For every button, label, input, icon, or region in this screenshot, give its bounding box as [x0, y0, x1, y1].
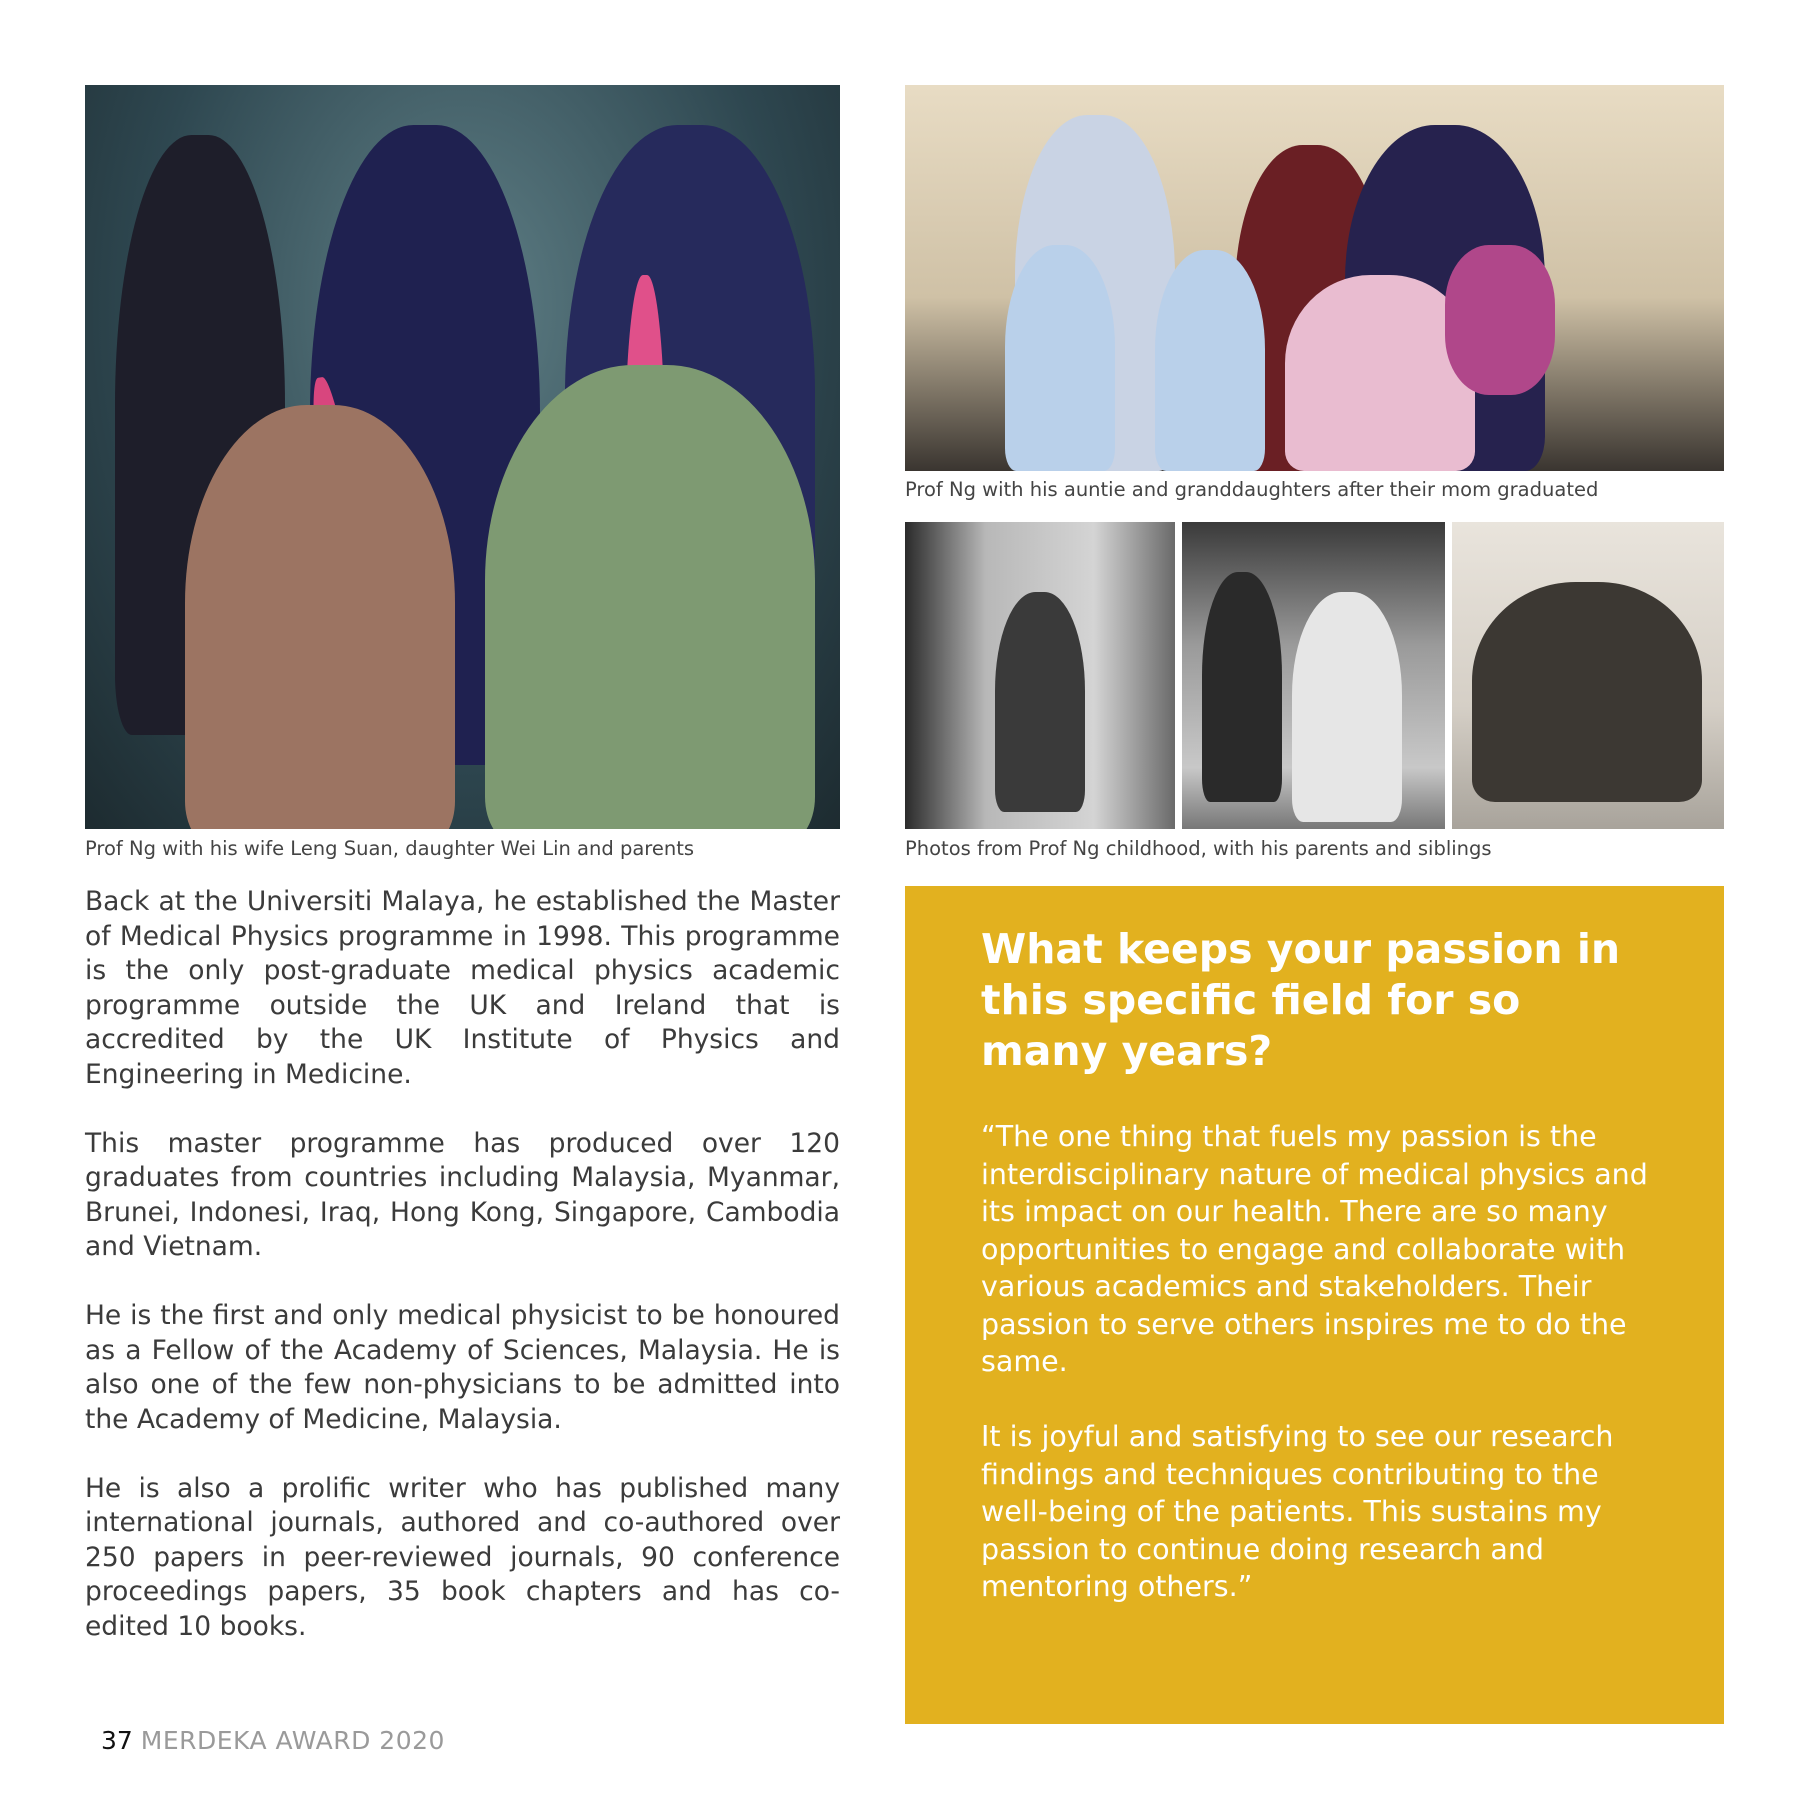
page-footer: [101, 1726, 445, 1755]
childhood-photos-caption: Photos from Prof Ng childhood, with his parents and siblings: [905, 837, 1492, 860]
top-right-photo-caption: Prof Ng with his auntie and granddaughters after their mom graduated: [905, 478, 1599, 501]
quote-heading: What keeps your passion in this specific field for so many years?: [981, 925, 1621, 1075]
graduation-family-photo: [905, 85, 1724, 471]
quote-body: [981, 1118, 1661, 1643]
quote-paragraph: It is joyful and satisfying to see our research findings and techniques contributing to the well-being of the patients. This sustains my passion to continue doing research and mentoring others.”: [981, 1420, 1614, 1603]
publication-name: MERDEKA AWARD 2020: [140, 1726, 445, 1755]
article-paragraph: Back at the Universiti Malaya, he established the Master of Medical Physics programme in 1998. This programme is the only post-graduate medical physics academic programme outside the UK and Ireland that is accredited by the UK Institute of Physics and Engineering in Medicine.: [85, 886, 840, 1090]
main-photo-caption: Prof Ng with his wife Leng Suan, daughter Wei Lin and parents: [85, 837, 695, 860]
article-paragraph: He is the first and only medical physicist to be honoured as a Fellow of the Academy of Sciences, Malaysia. He is also one of the few non-physicians to be admitted into the Academy of Medicine, Malaysia.: [85, 1300, 840, 1435]
quote-paragraph: “The one thing that fuels my passion is the interdisciplinary nature of medical physics and its impact on our health. There are so many opportunities to engage and collaborate with various academics and stakeholders. Their passion to serve others inspires me to do the same.: [981, 1120, 1648, 1378]
page-number: 37: [101, 1726, 133, 1755]
article-paragraph: This master programme has produced over 120 graduates from countries including Malaysia, Myanmar, Brunei, Indonesi, Iraq, Hong Kong, Singapore, Cambodia and Vietnam.: [85, 1127, 840, 1262]
childhood-photo-boy: [905, 522, 1175, 829]
childhood-photo-mother: [1182, 522, 1445, 829]
article-body: [85, 885, 840, 1679]
family-graduation-photo: [85, 85, 840, 829]
childhood-photo-family: [1452, 522, 1724, 829]
quote-box: [905, 886, 1724, 1724]
article-paragraph: He is also a prolific writer who has published many international journals, authored and co-authored over 250 papers in peer-reviewed journals, 90 conference proceedings papers, 35 book chapters and has co-edited 10 books.: [85, 1472, 840, 1642]
